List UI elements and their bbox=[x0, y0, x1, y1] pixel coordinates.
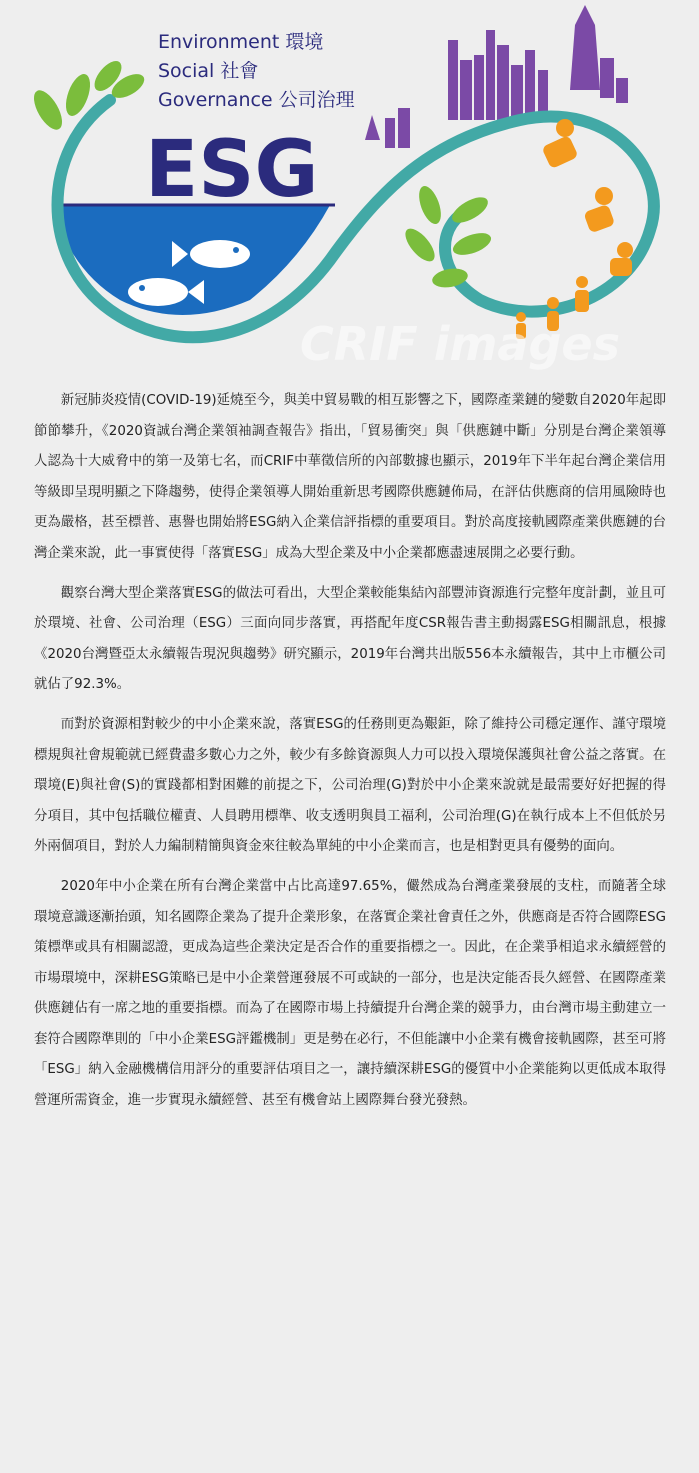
article-paragraph: 2020年中小企業在所有台灣企業當中占比高達97.65%，儼然成為台灣產業發展的支柱，而隨著全球環境意識逐漸抬頭，知名國際企業為了提升企業形象，在落實企業社會責任之外，供應商是否符合國際ESG策標準或具有相關認證，更成為這些企業決定是否合作的重要指標之一。因此，在企業爭相追求永續經營的市場環境中，深耕ESG策略已是中小企業營運發展不可或缺的一部分，也是決定能否長久經營、在國際產業供應鏈佔有一席之地的重要指標。而為了在國際市場上持續提升台灣企業的競爭力，由台灣市場主動建立一套符合國際準則的「中小企業ESG評鑑機制」更是勢在必行，不但能讓中小企業有機會接軌國際，甚至可將「ESG」納入金融機構信用評分的重要評估項目之一，讓持續深耕ESG的優質中小企業能夠以更低成本取得營運所需資金，進一步實現永續經營、甚至有機會站上國際舞台發光發熱。 bbox=[34, 878, 666, 1109]
article-paragraph: 新冠肺炎疫情(COVID-19)延燒至今，與美中貿易戰的相互影響之下，國際產業鏈的變數自2020年起即節節攀升，《2020資誠台灣企業領袖調查報告》指出，「貿易衝突」與「供應鏈中斷」分別是台灣企業領導人認為十大威脅中的第一及第七名，而CRIF中華徵信所的內部數據也顯示，2019年下半年起台灣企業信用等級即呈現明顯之下降趨勢，使得企業領導人開始重新思考國際供應鏈佈局，在評估供應商的信用風險時也更為嚴格，甚至標普、惠譽也開始將ESG納入企業信評指標的重要項目。對於高度接軌國際產業供應鏈的台灣企業來說，此一事實使得「落實ESG」成為大型企業及中小企業都應盡速展開之必要行動。 bbox=[34, 393, 666, 561]
article-body bbox=[34, 386, 666, 1126]
article-paragraph: 而對於資源相對較少的中小企業來說，落實ESG的任務則更為艱鉅，除了維持公司穩定運作、謹守環境標規與社會規範就已經費盡多數心力之外，較少有多餘資源與人力可以投入環境保護與社會公益之落實。在環境(E)與社會(S)的實踐都相對困難的前提之下，公司治理(G)對於中小企業來說就是最需要好好把握的得分項目，其中包括職位權責、人員聘用標準、收支透明與員工福利，公司治理(G)在執行成本上不但低於另外兩個項目，對於人力編制精簡與資金來往較為單純的中小企業而言，也是相對更具有優勢的面向。 bbox=[34, 716, 666, 855]
svg-text:Governance 公司治理 bbox=[158, 89, 355, 111]
esg-hero-illustration bbox=[0, 0, 699, 375]
watermark-text: CRIF images bbox=[300, 317, 620, 371]
governance-label: Governance bbox=[158, 89, 273, 111]
environment-label-zh: 環境 bbox=[285, 31, 324, 53]
svg-text:Social 社會 bbox=[158, 60, 258, 82]
environment-label: Environment bbox=[158, 31, 280, 53]
svg-text:Environment 環境 bbox=[158, 31, 323, 53]
social-label: Social bbox=[158, 60, 215, 82]
governance-label-zh: 公司治理 bbox=[278, 89, 355, 111]
social-label-zh: 社會 bbox=[220, 60, 259, 82]
esg-title: ESG bbox=[145, 125, 319, 215]
article-paragraph: 觀察台灣大型企業落實ESG的做法可看出，大型企業較能集結內部豐沛資源進行完整年度計劃，並且可於環境、社會、公司治理（ESG）三面向同步落實，再搭配年度CSR報告書主動揭露ESG相關訊息，根據《2020台灣暨亞太永續報告現況與趨勢》研究顯示，2019年台灣共出版556本永續報告，其中上市櫃公司就佔了92.3%。 bbox=[34, 585, 666, 693]
